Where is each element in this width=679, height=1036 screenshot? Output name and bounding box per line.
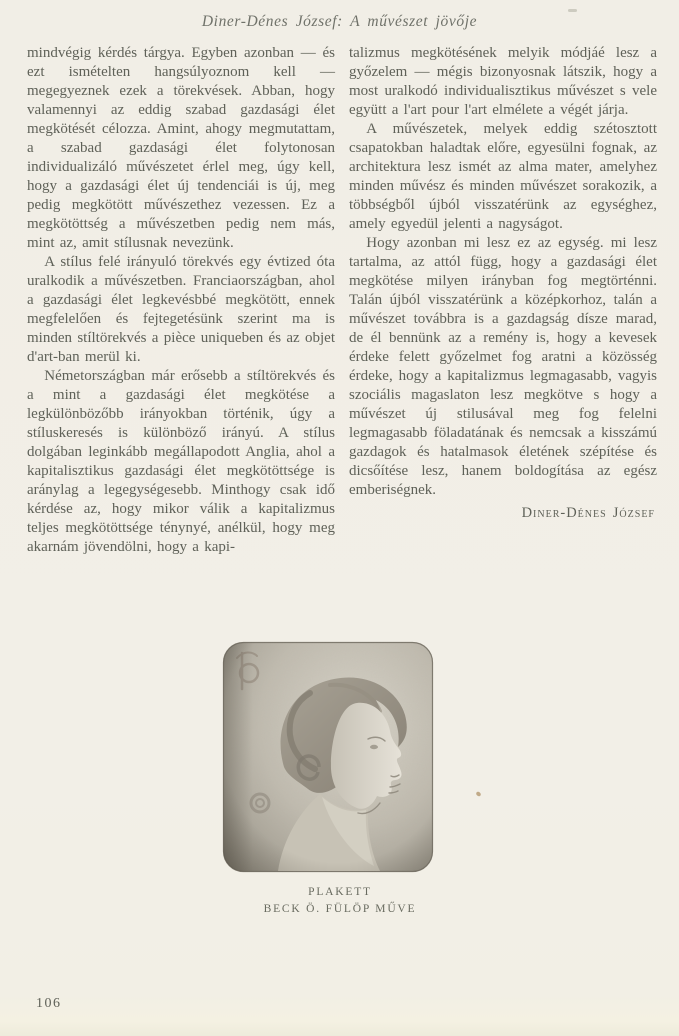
paper-blemish	[568, 9, 577, 12]
author-signature: Diner-Dénes József	[521, 505, 655, 521]
right-column	[349, 44, 657, 557]
page-number: 106	[36, 996, 62, 1011]
running-head: Diner-Dénes József: A művészet jövője	[201, 13, 478, 30]
paragraph: mindvégig kérdés tárgya. Egyben azonban — és ezt ismételten hangsúlyoznom kell — megegyeznek ezek a törekvések. Abban, hogy valamennyi az eddig szabad gazdasági élet megkötését célozza. Amint, ahogy megmutattam, a szabad gazdasági élet folytonosan individualizáló művészetet érlel meg, úgy kell, hogy a gazdasági élet új tendenciái is új, meg pedig megkötött művészethez vezessen. Ez a megkötöttség a művészetben pedig nem más, mint az, amit stílusnak nevezünk.	[27, 45, 335, 251]
paragraph: A művészetek, melyek eddig szétosztott csapatokban haladtak előre, egyesülni fognak, az architektura lesz ismét az alma mater, amelyhez minden művész és minden művészet sorakozik, a többségből újból visszatérünk az egységhez, amely egyedül jelenti a nagyságot.	[349, 121, 657, 232]
plaque-photo	[222, 641, 434, 873]
paragraph: Németországban már erősebb a stíltörekvés és a mint a gazdasági élet megkötése a legkülönbözőbb irányokban történik, úgy a stíluskeresés is különböző irányú. A stílus dolgában leginkább megállapodott Anglia, ahol a kapitalisztikus gazdasági élet megkötöttsége is aránylag a legegységesebb. Minthogy csak idő kérdése az, hogy mikor válik a kapitalizmus teljes megkötöttsége ténynyé, anélkül, hogy meg akarnám jövendölni, hogy a kapi-	[27, 368, 335, 555]
paper-foxing-speck	[475, 791, 481, 797]
figure-caption	[160, 884, 520, 918]
relief-plaque-image	[222, 641, 434, 873]
caption-title: PLAKETT	[308, 886, 372, 898]
left-column	[27, 44, 335, 557]
paragraph: A stílus felé irányuló törekvés egy évtized óta uralkodik a művészetben. Franciaországban, ahol a gazdasági élet legkevésbbé megkötött, ennek megfelelően és fejtegetésünk szerint ma is minden stíltörekvés a pièce uniqueben és az objet d'art-ban merül ki.	[27, 254, 335, 365]
article-body	[27, 44, 657, 557]
paragraph: Hogy azonban mi lesz ez az egység. mi lesz tartalma, az attól függ, hogy a gazdasági élet megkötése milyen irányban fog megtörténni. Talán újból visszatérünk a középkorhoz, talán a művészet továbbra is a gazdagság dísze marad, de él bennünk az a remény is, hogy a kevesek érdeke felett győzelmet fog aratni a közösség érdeke, hogy a kapitalizmus legmagasabb, vagyis szociális magaslaton lesz megkötve s hogy a művészet új stilusával meg fog felelni legmagasabb föladatának és nemcsak a kisszámú gazdagok és hatalmasok életének szépítése és dicsőítése lesz, hanem boldogítása az egész emberiségnek.	[349, 235, 657, 498]
paragraph: talizmus megkötésének melyik módjáé lesz a győzelem — mégis bizonyosnak látszik, hogy a most uralkodó individualisztikus művészet s vele együtt a l'art pour l'art elmélete a végét járja.	[349, 45, 657, 118]
caption-artist: BECK Ö. FÜLÖP MŰVE	[263, 903, 417, 915]
